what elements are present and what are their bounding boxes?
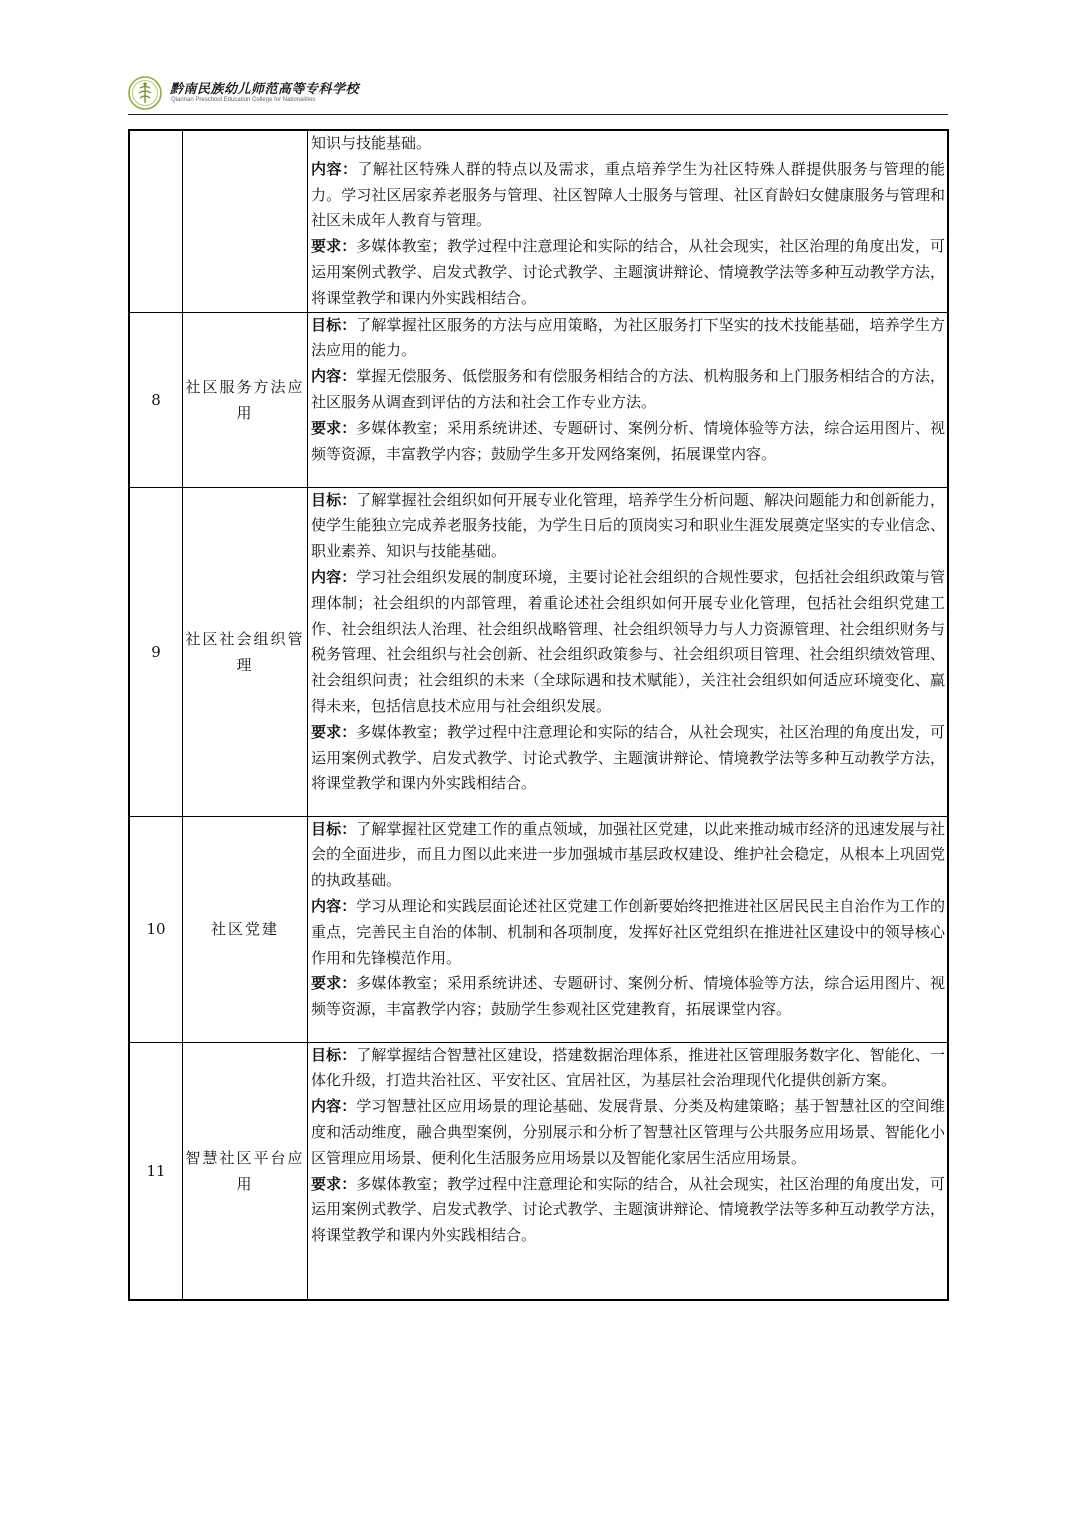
paragraph-text: 多媒体教室；教学过程中注意理论和实际的结合，从社会现实，社区治理的角度出发，可运用案例式教学、启发式教学、讨论式教学、主题演讲辩论、情境教学法等多种互动教学方法，将课堂教学和课内外实践相结合。 [311, 237, 945, 307]
paragraph-text: 了解掌握社区党建工作的重点领域，加强社区党建，以此来推动城市经济的迅速发展与社会的全面进步，而且力图以此来进一步加强城市基层政权建设、维护社会稳定，从根本上巩固党的执政基础。 [311, 819, 945, 890]
paragraph-text: 了解掌握结合智慧社区建设，搭建数据治理体系，推进社区管理服务数字化、智能化、一体化升级，打造共治社区、平安社区、宜居社区，为基层社会治理现代化提供创新方案。 [311, 1045, 945, 1090]
paragraph-label: 内容： [311, 1097, 357, 1116]
paragraph-text: 多媒体教室；采用系统讲述、专题研讨、案例分析、情境体验等方法，综合运用图片、视频等资源，丰富教学内容；鼓励学生多开发网络案例，拓展课堂内容。 [311, 418, 945, 463]
paragraph-text: 了解社区特殊人群的特点以及需求，重点培养学生为社区特殊人群提供服务与管理的能力。学习社区居家养老服务与管理、社区智障人士服务与管理、社区育龄妇女健康服务与管理和社区未成年人教育与管理。 [311, 159, 945, 230]
table-row [129, 487, 948, 816]
table-row [129, 130, 948, 312]
paragraph-label: 目标： [311, 1045, 357, 1064]
description-paragraph [311, 1094, 945, 1171]
paragraph-text: 多媒体教室；教学过程中注意理论和实际的结合，从社会现实，社区治理的角度出发，可运用案例式教学、启发式教学、讨论式教学、主题演讲辩论、情境教学法等多种互动教学方法，将课堂教学和课内外实践相结合。 [311, 722, 945, 793]
course-number: 8 [129, 312, 183, 487]
description-paragraph [311, 1172, 945, 1249]
course-description [308, 312, 949, 487]
page-header [128, 74, 948, 114]
paragraph-text: 多媒体教室；教学过程中注意理论和实际的结合，从社会现实，社区治理的角度出发，可运用案例式教学、启发式教学、讨论式教学、主题演讲辩论、情境教学法等多种互动教学方法，将课堂教学和课内外实践相结合。 [311, 1174, 945, 1245]
course-number [129, 130, 183, 312]
course-name: 社区服务方法应用 [183, 312, 308, 487]
course-description [308, 487, 949, 816]
description-paragraph [311, 416, 945, 468]
course-number: 11 [129, 1042, 183, 1300]
course-number: 10 [129, 816, 183, 1042]
paragraph-label: 内容： [311, 567, 357, 586]
paragraph-text: 掌握无偿服务、低偿服务和有偿服务相结合的方法、机构服务和上门服务相结合的方法，社区服务从调查到评估的方法和社会工作专业方法。 [311, 367, 945, 411]
course-number: 9 [129, 487, 183, 816]
description-paragraph [311, 1043, 945, 1095]
description-paragraph [311, 720, 945, 797]
course-name: 智慧社区平台应用 [183, 1042, 308, 1300]
header-divider [128, 114, 948, 115]
paragraph-text: 学习社会组织发展的制度环境，主要讨论社会组织的合规性要求，包括社会组织政策与管理体制；社会组织的内部管理，着重论述社会组织如何开展专业化管理，包括社会组织党建工作、社会组织法人治理、社会组织战略管理、社会组织领导力与人力资源管理、社会组织财务与税务管理、社会组织与社会创新、社会组织政策参与、社会组织项目管理、社会组织绩效管理、社会组织问责；社会组织的未来（全球际遇和技术赋能），关注社会组织如何适应环境变化、赢得未来，包括信息技术应用与社会组织发展。 [311, 567, 945, 715]
course-description [308, 130, 949, 312]
paragraph-text: 学习智慧社区应用场景的理论基础、发展背景、分类及构建策略；基于智慧社区的空间维度和活动维度，融合典型案例，分别展示和分析了智慧社区管理与公共服务应用场景、智能化小区管理应用场景、便利化生活服务应用场景以及智能化家居生活应用场景。 [311, 1097, 945, 1167]
paragraph-label: 目标： [311, 490, 357, 509]
description-paragraph [311, 817, 945, 894]
paragraph-text: 了解掌握社会组织如何开展专业化管理，培养学生分析问题、解决问题能力和创新能力，使学生能独立完成养老服务技能，为学生日后的顶岗实习和职业生涯发展奠定坚实的专业信念、职业素养、知识与技能基础。 [311, 490, 945, 561]
paragraph-label: 要求： [311, 1174, 357, 1193]
description-paragraph [311, 971, 945, 1023]
course-description [308, 816, 949, 1042]
paragraph-label: 内容： [311, 896, 357, 915]
paragraph-label: 要求： [311, 722, 357, 741]
school-name-cn: 黔南民族幼儿师范高等专科学校 [170, 82, 360, 97]
paragraph-label: 目标： [311, 315, 357, 334]
description-paragraph [311, 364, 945, 416]
paragraph-label: 要求： [311, 418, 357, 437]
course-name [183, 130, 308, 312]
course-description [308, 1042, 949, 1300]
paragraph-text: 学习从理论和实践层面论述社区党建工作创新要始终把推进社区居民民主自治作为工作的重点，完善民主自治的体制、机制和各项制度，发挥好社区党组织在推进社区建设中的领导核心作用和先锋模范作用。 [311, 896, 945, 967]
course-table [128, 129, 949, 1301]
table-row [129, 816, 948, 1042]
school-emblem-icon [128, 76, 162, 110]
table-row [129, 312, 948, 487]
paragraph-label: 内容： [311, 159, 358, 178]
description-paragraph [311, 131, 945, 157]
description-paragraph [311, 565, 945, 720]
course-name: 社区党建 [183, 816, 308, 1042]
paragraph-label: 目标： [311, 819, 357, 838]
paragraph-text: 知识与技能基础。 [311, 134, 432, 152]
course-name: 社区社会组织管理 [183, 487, 308, 816]
description-paragraph [311, 157, 945, 234]
school-name-en: Qiannan Preschool Education College for Nationalities [171, 97, 316, 103]
paragraph-label: 要求： [311, 974, 357, 993]
description-paragraph [311, 313, 945, 365]
paragraph-text: 多媒体教室；采用系统讲述、专题研讨、案例分析、情境体验等方法，综合运用图片、视频等资源，丰富教学内容；鼓励学生参观社区党建教育，拓展课堂内容。 [311, 974, 945, 1019]
table-row [129, 1042, 948, 1300]
paragraph-label: 要求： [311, 237, 357, 256]
description-paragraph [311, 234, 945, 311]
paragraph-text: 了解掌握社区服务的方法与应用策略，为社区服务打下坚实的技术技能基础，培养学生方法应用的能力。 [311, 315, 945, 360]
description-paragraph [311, 488, 945, 565]
paragraph-label: 内容： [311, 367, 357, 386]
description-paragraph [311, 894, 945, 971]
